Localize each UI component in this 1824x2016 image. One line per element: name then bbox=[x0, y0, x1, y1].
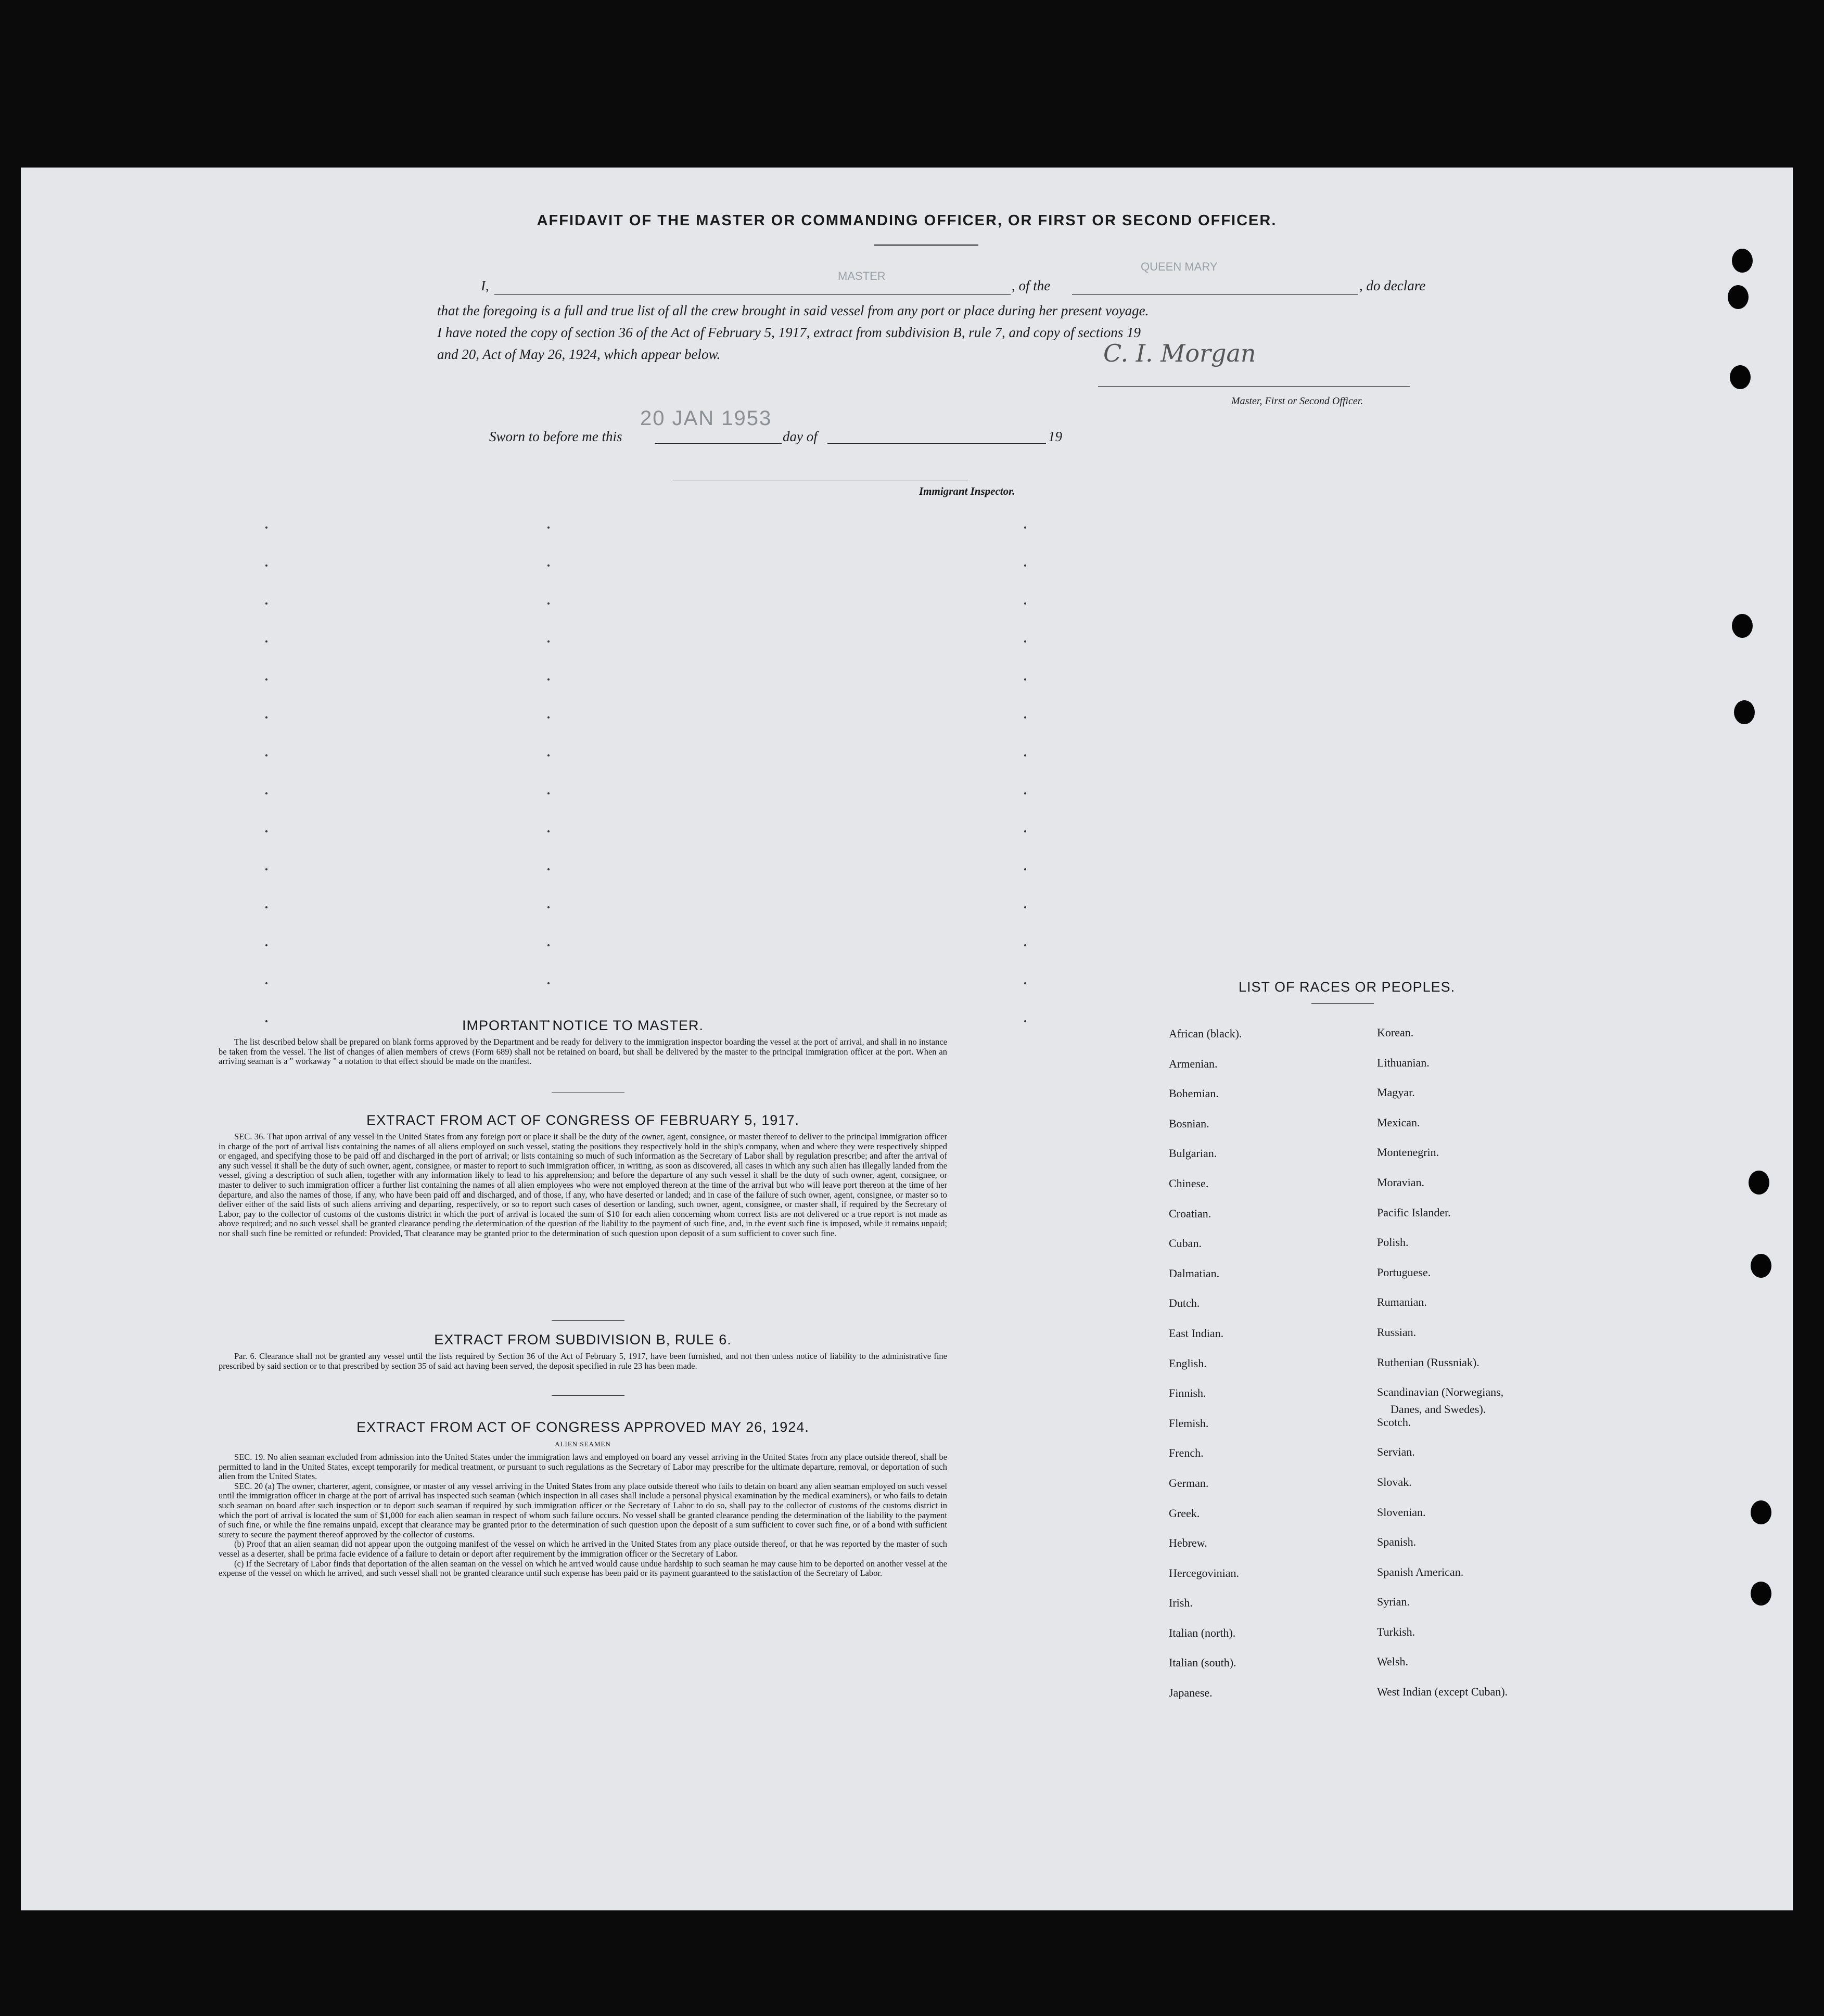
affidavit-i: I, bbox=[481, 278, 489, 293]
rule6-title: EXTRACT FROM SUBDIVISION B, RULE 6. bbox=[434, 1332, 732, 1347]
race-item: Greek. bbox=[1169, 1506, 1200, 1520]
leader-dot bbox=[547, 602, 550, 605]
notice-text bbox=[219, 1037, 947, 1067]
leader-dot bbox=[547, 982, 550, 984]
leader-dot bbox=[265, 868, 267, 870]
punch-hole bbox=[1751, 1500, 1771, 1524]
race-item: West Indian (except Cuban). bbox=[1377, 1685, 1508, 1699]
leader-dot bbox=[1024, 868, 1026, 870]
race-item: Magyar. bbox=[1377, 1086, 1415, 1099]
race-item: Dutch. bbox=[1169, 1296, 1200, 1310]
leader-dot bbox=[265, 678, 267, 680]
notice-paragraph: The list described below shall be prepared on blank forms approved by the Department and be ready for delivery to the immigration inspector boarding the vessel at the port of arrival, and shall in no instance be taken from the vessel. The list of changes of alien members of crews (Form 689) shall not be retained on board, but shall be delivered by the master to the principal immigration officer at the port. When an arriving seaman is a " workaway " a notation to that effect should be made on the manifest. bbox=[219, 1037, 947, 1067]
sworn-year: 19 bbox=[1048, 429, 1062, 444]
race-item: Mexican. bbox=[1377, 1115, 1420, 1129]
alien-seamen-subtitle: ALIEN SEAMEN bbox=[555, 1440, 611, 1448]
affidavit-declare: , do declare bbox=[1359, 278, 1426, 293]
leader-dot bbox=[1024, 602, 1026, 605]
races-column-1 bbox=[1169, 1019, 1242, 1708]
leader-dot bbox=[265, 944, 267, 946]
race-item: Hercegovinian. bbox=[1169, 1566, 1239, 1580]
leader-dot bbox=[547, 792, 550, 794]
race-item: Welsh. bbox=[1377, 1655, 1408, 1668]
race-item: Scandinavian (Norwegians, bbox=[1377, 1385, 1504, 1399]
race-item: Spanish. bbox=[1377, 1535, 1417, 1549]
leader-dot bbox=[265, 830, 267, 832]
race-item: Spanish American. bbox=[1377, 1565, 1464, 1578]
races-rule bbox=[1311, 1003, 1374, 1004]
race-item: Russian. bbox=[1377, 1325, 1417, 1339]
race-item: Flemish. bbox=[1169, 1416, 1209, 1430]
rule6-paragraph: Par. 6. Clearance shall not be granted any vessel until the lists required by Section 36 of the Act of February 5, 1917, have been furnished, and not then unless notice of liability to the administrative fine prescribed by said section or to that prescribed by section 35 of said act having been served, the deposit specified in rule 23 has been made. bbox=[219, 1351, 947, 1371]
race-item: Portuguese. bbox=[1377, 1265, 1431, 1279]
extract-1917-text bbox=[219, 1132, 947, 1239]
affidavit-line3: I have noted the copy of section 36 of the Act of February 5, 1917, extract from subdivision B, rule 7, and copy of sections 19 bbox=[437, 325, 1141, 340]
race-item: Servian. bbox=[1377, 1445, 1415, 1459]
notice-title: IMPORTANT NOTICE TO MASTER. bbox=[462, 1018, 704, 1033]
race-item: Croatian. bbox=[1169, 1206, 1211, 1220]
race-item: Hebrew. bbox=[1169, 1536, 1207, 1550]
race-item: Rumanian. bbox=[1377, 1295, 1427, 1309]
race-item: Finnish. bbox=[1169, 1386, 1206, 1400]
sec19-paragraph: SEC. 19. No alien seaman excluded from admission into the United States under the immigration laws and employed on board any vessel arriving in the United States from any place outside thereof, shall be permitted to land in the United States, except temporarily for medical treatment, or pursuant to such regulations as the Secretary of Labor may prescribe for the ultimate departure, removal, or deportation of such alien from the United States. bbox=[219, 1452, 947, 1482]
sworn-prefix: Sworn to before me this bbox=[489, 429, 622, 444]
race-item: Slovenian. bbox=[1377, 1505, 1426, 1519]
races-title: LIST OF RACES OR PEOPLES. bbox=[1239, 979, 1456, 995]
sworn-day-line bbox=[655, 443, 782, 444]
filled-name: MASTER bbox=[838, 269, 886, 283]
leader-dot bbox=[1024, 678, 1026, 680]
rule6-rule bbox=[552, 1395, 624, 1396]
race-item: Dalmatian. bbox=[1169, 1266, 1220, 1280]
race-item: Lithuanian. bbox=[1377, 1056, 1430, 1069]
punch-hole bbox=[1751, 1582, 1771, 1606]
sec20c-paragraph: (c) If the Secretary of Labor finds that deportation of the alien seaman on the vessel on which he arrived would cause undue hardship to such seaman he may cause him to be deported on another vessel at the expense of the vessel on which he arrived, and such vessel shall not be granted clearance until such expense has been paid or its payment guaranteed to the satisfaction of the Secretary of Labor. bbox=[219, 1558, 947, 1578]
sec20b-paragraph: (b) Proof that an alien seaman did not appear upon the outgoing manifest of the vessel on which he arrived in the United States from any place outside thereof, or that he was reported by the master of such vessel as a deserter, shall be prima facie evidence of a failure to detain or deport after requirement by the immigration officer or the Secretary of Labor. bbox=[219, 1539, 947, 1559]
extract-1917-rule bbox=[552, 1320, 624, 1321]
race-item: Japanese. bbox=[1169, 1686, 1213, 1700]
extract-1917-paragraph: SEC. 36. That upon arrival of any vessel in the United States from any foreign port or place it shall be the duty of the owner, agent, consignee, or master thereof to deliver to the principal immigration officer in charge of the port of arrival lists containing the names of all aliens employed on such vessel, stating the positions they respectively hold in the ship's company, when and where they were respectively shipped or engaged, and specifying those to be paid off and discharged in the port of arrival; or lists containing so much of such information as the Secretary of Labor shall by regulation prescribe; and after the arrival of any such vessel it shall be the duty of such owner, agent, consignee, or master to report to such immigration officer, in writing, as soon as discovered, all cases in which any such alien has illegally landed from the vessel, giving a description of such alien, together with any information likely to lead to his apprehension; and before the departure of any such vessel it shall be the duty of such owner, agent, consignee, or master to deliver to such immigration officer a further list containing the names of all alien employees who were not employed thereon at the time of the arrival but who will leave port thereon at the time of her departure, and also the names of those, if any, who have been paid off and discharged, and of those, if any, who have deserted or landed; and in case of the failure of such owner, agent, consignee, or master so to deliver either of the said lists of such aliens arriving and departing, respectively, or so to report such cases of desertion or landing, such owner, agent, consignee, or master shall, if required by the Secretary of Labor, pay to the collector of customs of the customs district in which the port of arrival is located the sum of $10 for each alien concerning whom correct lists are not delivered or a true report is not made as above required; and no such vessel shall be granted clearance pending the determination of the question of the liability to the payment of such fine, and, in the event such fine is imposed, while it remains unpaid; nor shall such fine be remitted or refunded: Provided, That clearance may be granted prior to the determination of such question upon deposit of a sum sufficient to cover such fine. bbox=[219, 1132, 947, 1238]
leader-dot bbox=[547, 564, 550, 567]
race-item: Turkish. bbox=[1377, 1625, 1415, 1638]
punch-hole bbox=[1749, 1171, 1769, 1195]
leader-dot bbox=[1024, 754, 1026, 756]
leader-dot bbox=[265, 982, 267, 984]
affidavit-line2: that the foregoing is a full and true list of all the crew brought in said vessel from any port or place during her present voyage. bbox=[437, 303, 1149, 318]
race-item: Bohemian. bbox=[1169, 1087, 1219, 1100]
race-item: Ruthenian (Russniak). bbox=[1377, 1355, 1479, 1369]
leader-dot bbox=[265, 716, 267, 718]
race-item: Syrian. bbox=[1377, 1595, 1410, 1609]
race-item: Irish. bbox=[1169, 1596, 1193, 1610]
punch-hole bbox=[1728, 285, 1749, 309]
leader-dot bbox=[265, 792, 267, 794]
leader-dot bbox=[1024, 640, 1026, 643]
leader-dot bbox=[547, 868, 550, 870]
race-item: Italian (north). bbox=[1169, 1626, 1236, 1639]
filled-vessel: QUEEN MARY bbox=[1141, 260, 1218, 273]
punch-hole bbox=[1730, 365, 1751, 389]
race-item: Bulgarian. bbox=[1169, 1147, 1217, 1160]
punch-hole bbox=[1734, 700, 1755, 724]
race-item: Chinese. bbox=[1169, 1176, 1209, 1190]
master-signature: C. I. Morgan bbox=[1103, 339, 1256, 367]
leader-dot bbox=[1024, 716, 1026, 718]
leader-dot bbox=[1024, 906, 1026, 908]
inspector-caption: Immigrant Inspector. bbox=[919, 485, 1015, 497]
sworn-month-line bbox=[827, 443, 1046, 444]
leader-dot bbox=[265, 906, 267, 908]
punch-hole bbox=[1732, 614, 1753, 638]
race-item: Pacific Islander. bbox=[1377, 1205, 1451, 1219]
punch-hole bbox=[1751, 1254, 1771, 1278]
document-page bbox=[21, 168, 1793, 1910]
signature-line bbox=[1098, 386, 1410, 387]
extract-1924-title: EXTRACT FROM ACT OF CONGRESS APPROVED MAY 26, 1924. bbox=[356, 1419, 809, 1435]
leader-dot bbox=[1024, 944, 1026, 946]
date-stamp: 20 JAN 1953 bbox=[640, 407, 772, 430]
title-underline bbox=[874, 245, 978, 246]
sworn-day: day of bbox=[783, 429, 818, 444]
race-item: African (black). bbox=[1169, 1027, 1242, 1040]
leader-dot bbox=[265, 564, 267, 567]
race-item: Bosnian. bbox=[1169, 1116, 1209, 1130]
sec20a-paragraph: SEC. 20 (a) The owner, charterer, agent, consignee, or master of any vessel arriving in the United States from any place outside thereof who fails to detain on board any alien seaman employed on such vessel until the immigration officer in charge at the port of arrival has inspected such seaman (which inspection in all cases shall include a personal physical examination by the medical examiners), or who fails to detain such seaman on board after such inspection or to deport such seaman if required by such immigration officer or the Secretary of Labor to do so, shall pay to the collector of customs of the customs district in which the port of arrival is located the sum of $1,000 for each alien seaman in respect of whom such failure occurs. No vessel shall be granted clearance pending the determination of the liability to the payment of such fine, or while the fine remains unpaid, except that clearance may be granted prior to the determination of such question upon the deposit of a sum sufficient to cover such fine, or of a bond with sufficient surety to secure the payment thereof approved by the collector of customs. bbox=[219, 1481, 947, 1539]
signature-caption: Master, First or Second Officer. bbox=[1231, 395, 1363, 407]
leader-dot bbox=[547, 640, 550, 643]
race-item: Montenegrin. bbox=[1377, 1146, 1439, 1159]
extract-1917-title: EXTRACT FROM ACT OF CONGRESS OF FEBRUARY 5, 1917. bbox=[366, 1112, 799, 1128]
leader-dot bbox=[547, 906, 550, 908]
leader-dot bbox=[1024, 564, 1026, 567]
races-column-2 bbox=[1377, 1018, 1508, 1707]
race-item: Cuban. bbox=[1169, 1237, 1202, 1250]
leader-dot bbox=[547, 678, 550, 680]
race-item: English. bbox=[1169, 1356, 1207, 1370]
leader-dot bbox=[265, 602, 267, 605]
race-item: German. bbox=[1169, 1476, 1209, 1489]
race-item: French. bbox=[1169, 1446, 1204, 1460]
race-item: Moravian. bbox=[1377, 1175, 1425, 1189]
name-line bbox=[494, 294, 1011, 295]
race-item: Scotch. bbox=[1377, 1415, 1411, 1429]
extract-1924-text bbox=[219, 1453, 947, 1578]
leader-dot bbox=[547, 944, 550, 946]
race-scandinavian-cont: Danes, and Swedes). bbox=[1391, 1403, 1486, 1416]
affidavit-of-the: , of the bbox=[1012, 278, 1051, 293]
race-item: East Indian. bbox=[1169, 1326, 1224, 1340]
leader-dot bbox=[547, 830, 550, 832]
race-item: Armenian. bbox=[1169, 1057, 1218, 1070]
vessel-line bbox=[1072, 294, 1358, 295]
leader-dot bbox=[1024, 830, 1026, 832]
leader-dot bbox=[1024, 982, 1026, 984]
leader-dot bbox=[265, 527, 267, 529]
race-item: Korean. bbox=[1377, 1026, 1414, 1039]
leader-dot bbox=[1024, 527, 1026, 529]
race-item: Italian (south). bbox=[1169, 1656, 1236, 1670]
leader-dot bbox=[547, 716, 550, 718]
punch-hole bbox=[1732, 249, 1753, 273]
affidavit-title: AFFIDAVIT OF THE MASTER OR COMMANDING OFFICER, OR FIRST OR SECOND OFFICER. bbox=[537, 212, 1277, 229]
race-item: Polish. bbox=[1377, 1236, 1409, 1249]
race-item: Slovak. bbox=[1377, 1475, 1412, 1488]
rule6-text bbox=[219, 1352, 947, 1371]
leader-dot bbox=[1024, 1020, 1026, 1022]
leader-dot bbox=[547, 754, 550, 756]
leader-dot bbox=[265, 640, 267, 643]
leader-dot bbox=[547, 527, 550, 529]
affidavit-line4: and 20, Act of May 26, 1924, which appear below. bbox=[437, 346, 721, 362]
leader-dot bbox=[1024, 792, 1026, 794]
leader-dot bbox=[265, 754, 267, 756]
